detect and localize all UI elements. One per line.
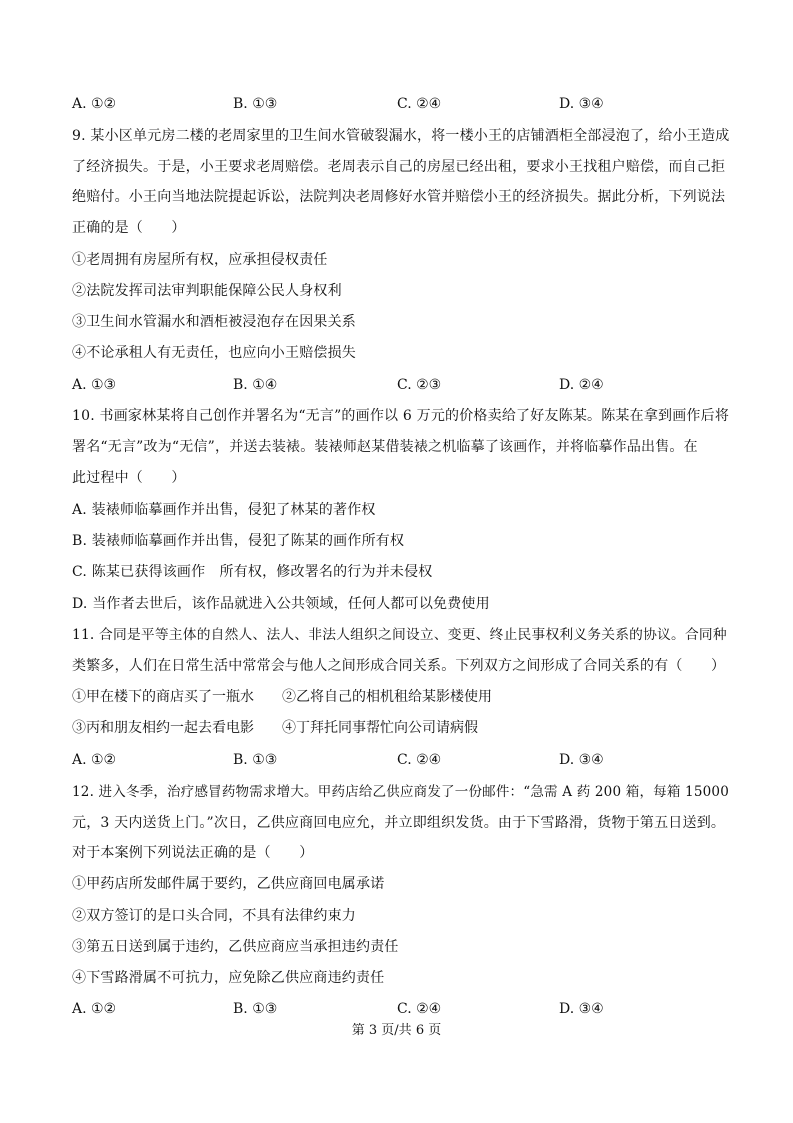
q10-stem-line: 此过程中（ ） bbox=[72, 470, 186, 486]
q9-statement: ②法院发挥司法审判职能保障公民人身权利 bbox=[72, 283, 342, 299]
option-a: A. ①③ bbox=[72, 377, 117, 393]
q9-stem-line: 了经济损失。于是，小王要求老周赔偿。老周表示自己的房屋已经出租，要求小王找租户赔偿，而自己拒 bbox=[72, 159, 726, 175]
q9-stem-line: 9. 某小区单元房二楼的老周家里的卫生间水管破裂漏水，将一楼小王的店铺酒柜全部浸泡了，给小王造成 bbox=[72, 128, 730, 144]
q9-statement: ①老周拥有房屋所有权，应承担侵权责任 bbox=[72, 252, 328, 268]
q12-statement: ②双方签订的是口头合同，不具有法律约束力 bbox=[72, 908, 356, 924]
option-b: B. ①③ bbox=[233, 752, 278, 768]
option-c: C. ②④ bbox=[397, 752, 442, 768]
q9-statement: ③卫生间水管漏水和酒柜被浸泡存在因果关系 bbox=[72, 314, 356, 330]
q9-stem-line: 正确的是（ ） bbox=[72, 220, 186, 236]
q10-choice-b: B. 装裱师临摹画作并出售，侵犯了陈某的画作所有权 bbox=[72, 533, 405, 549]
q11-statement-row bbox=[72, 718, 732, 738]
q10-stem-line: 10. 书画家林某将自己创作并署名为“无言”的画作以 6 万元的价格卖给了好友陈某。陈某在拿到画作后将 bbox=[72, 408, 730, 424]
q11-statement-row bbox=[72, 687, 732, 707]
q11-stem-line: 类繁多，人们在日常生活中常常会与他人之间形成合同关系。下列双方之间形成了合同关系的有（ ） bbox=[72, 658, 726, 674]
q11-statement: ④丁拜托同事帮忙向公司请病假 bbox=[282, 720, 478, 736]
option-a: A. ①② bbox=[72, 1001, 117, 1017]
option-c: C. ②④ bbox=[397, 1001, 442, 1017]
q11-statement: ③丙和朋友相约一起去看电影 bbox=[72, 720, 254, 736]
page-footer: 第 3 页/共 6 页 bbox=[351, 1023, 442, 1038]
q10-choice-c: C. 陈某已获得该画作 所有权，修改署名的行为并未侵权 bbox=[72, 564, 433, 580]
q12-statement: ①甲药店所发邮件属于要约，乙供应商回电属承诺 bbox=[72, 876, 385, 892]
q11-statement: ①甲在楼下的商店买了一瓶水 bbox=[72, 689, 254, 705]
q9-stem-line: 绝赔付。小王向当地法院提起诉讼，法院判决老周修好水管并赔偿小王的经济损失。据此分析，下列说法 bbox=[72, 189, 726, 205]
option-a: A. ①② bbox=[72, 96, 117, 112]
q12-stem-line: 对于本案例下列说法正确的是（ ） bbox=[72, 845, 314, 861]
q12-statement: ④下雪路滑属不可抗力，应免除乙供应商违约责任 bbox=[72, 970, 385, 986]
q11-stem-line: 11. 合同是平等主体的自然人、法人、非法人组织之间设立、变更、终止民事权利义务关系的协议。合同种 bbox=[72, 627, 727, 643]
option-d: D. ③④ bbox=[559, 1001, 604, 1017]
q9-statement: ④不论承租人有无责任，也应向小王赔偿损失 bbox=[72, 345, 356, 361]
q12-statement: ③第五日送到属于违约，乙供应商应当承担违约责任 bbox=[72, 939, 399, 955]
q12-stem-line: 元，3 天内送货上门。”次日，乙供应商回电应允，并立即组织发货。由于下雪路滑，货物于第五日送到。 bbox=[72, 815, 726, 831]
q11-statement: ②乙将自己的相机租给某影楼使用 bbox=[282, 689, 492, 705]
option-c: C. ②③ bbox=[397, 377, 442, 393]
option-b: B. ①③ bbox=[233, 1001, 278, 1017]
prev-question-options bbox=[72, 94, 732, 114]
option-d: D. ②④ bbox=[559, 377, 604, 393]
q9-options bbox=[72, 375, 732, 395]
q11-options bbox=[72, 750, 732, 770]
option-b: B. ①④ bbox=[233, 377, 278, 393]
option-c: C. ②④ bbox=[397, 96, 442, 112]
q12-stem-line: 12. 进入冬季，治疗感冒药物需求增大。甲药店给乙供应商发了一份邮件：“急需 A 药 200 箱，每箱 15000 bbox=[72, 784, 729, 800]
q12-options bbox=[72, 999, 732, 1019]
option-a: A. ①② bbox=[72, 752, 117, 768]
option-b: B. ①③ bbox=[233, 96, 278, 112]
option-d: D. ③④ bbox=[559, 752, 604, 768]
option-d: D. ③④ bbox=[559, 96, 604, 112]
q10-stem-line: 署名“无言”改为“无信”，并送去装裱。装裱师赵某借装裱之机临摹了该画作，并将临摹作品出售。在 bbox=[72, 439, 698, 455]
q10-choice-d: D. 当作者去世后，该作品就进入公共领域，任何人都可以免费使用 bbox=[72, 596, 490, 612]
q10-choice-a: A. 装裱师临摹画作并出售，侵犯了林某的著作权 bbox=[72, 502, 376, 518]
